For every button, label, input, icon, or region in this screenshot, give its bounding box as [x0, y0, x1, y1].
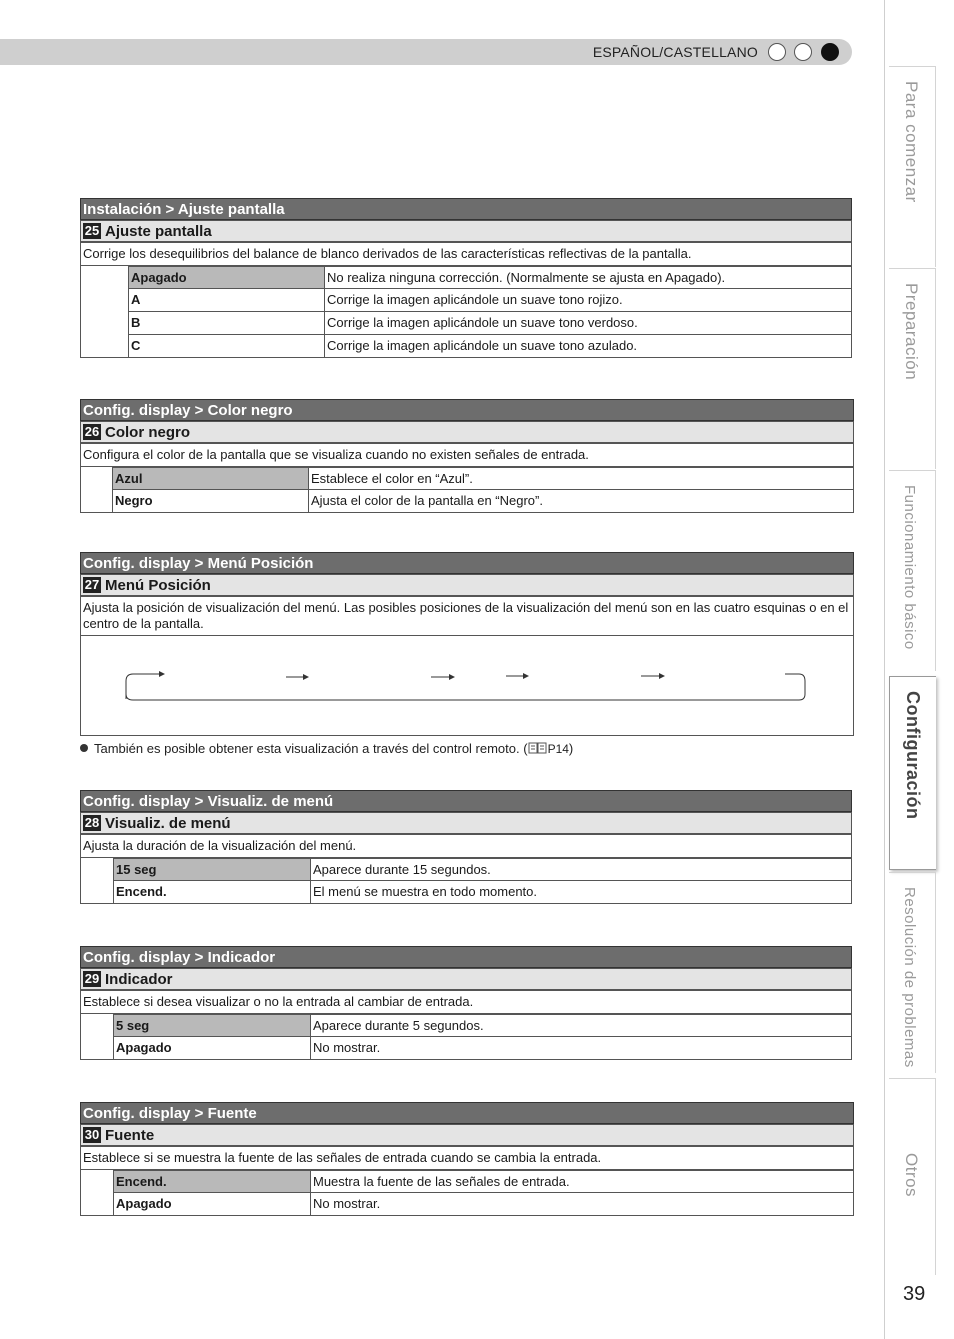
- tab-label: Otros: [902, 1153, 921, 1198]
- item-number: 26: [84, 424, 100, 439]
- option-value: Corrige la imagen aplicándole un suave tono azulado.: [325, 335, 852, 358]
- item-description: Ajusta la duración de la visualización del menú.: [80, 834, 852, 858]
- option-value: No mostrar.: [311, 1193, 854, 1216]
- tab-configuracion[interactable]: [889, 676, 936, 870]
- item-number: 30: [84, 1127, 100, 1142]
- option-value: Aparece durante 15 segundos.: [311, 858, 852, 881]
- item-description: Configura el color de la pantalla que se visualiza cuando no existen señales de entrada.: [80, 443, 854, 467]
- option-value: Establece el color en “Azul”.: [309, 467, 854, 490]
- option-row: [128, 312, 852, 335]
- option-key: Encend.: [113, 881, 311, 904]
- sidebar: [884, 0, 954, 1339]
- option-value: No realiza ninguna corrección. (Normalmente se ajusta en Apagado).: [325, 266, 852, 289]
- tab-label: Preparación: [902, 283, 921, 381]
- arrow-icon: [286, 674, 309, 680]
- option-value: Ajusta el color de la pantalla en “Negro”.: [309, 490, 854, 513]
- bullet-icon: [80, 744, 88, 752]
- option-value: Corrige la imagen aplicándole un suave tono verdoso.: [325, 312, 852, 335]
- options-table: [80, 858, 852, 904]
- tab-resolucion-de-problemas[interactable]: [889, 872, 936, 1073]
- book-icon: [528, 742, 548, 754]
- item-number: 25: [84, 223, 100, 238]
- note-text: También es posible obtener esta visualización a través del control remoto. (: [94, 741, 528, 756]
- option-key: Azul: [112, 467, 309, 490]
- page-reference[interactable]: P14: [547, 742, 569, 756]
- item-description: Establece si desea visualizar o no la entrada al cambiar de entrada.: [80, 990, 852, 1014]
- arrow-icon: [641, 673, 665, 679]
- section-color-negro: [80, 399, 854, 513]
- section-title: Config. display > Color negro: [80, 399, 854, 421]
- tab-label: Resolución de problemas: [901, 887, 918, 1068]
- option-key: 5 seg: [113, 1014, 311, 1037]
- option-key: Apagado: [128, 266, 325, 289]
- option-row: [128, 289, 852, 312]
- section-title: Config. display > Menú Posición: [80, 552, 854, 574]
- item-description: Establece si se muestra la fuente de las señales de entrada cuando se cambia la entrada.: [80, 1146, 854, 1170]
- item-heading: [80, 812, 852, 834]
- item-number: 29: [84, 971, 100, 986]
- section-title: Config. display > Visualiz. de menú: [80, 790, 852, 812]
- option-value: El menú se muestra en todo momento.: [311, 881, 852, 904]
- item-name: Color negro: [105, 424, 190, 441]
- option-row: [113, 881, 852, 904]
- item-heading: [80, 1124, 854, 1146]
- item-heading: [80, 421, 854, 443]
- option-key: Apagado: [113, 1037, 311, 1060]
- item-heading: [80, 220, 852, 242]
- section-title: Instalación > Ajuste pantalla: [80, 198, 852, 220]
- option-value: No mostrar.: [311, 1037, 852, 1060]
- tab-funcionamiento-basico[interactable]: [889, 470, 936, 671]
- section-ajuste-pantalla: [80, 198, 852, 358]
- note-close: ): [568, 741, 574, 756]
- item-heading: [80, 968, 852, 990]
- section-fuente: [80, 1102, 854, 1216]
- arrow-icon: [506, 673, 529, 679]
- options-table: [80, 1014, 852, 1060]
- option-row: [113, 1193, 854, 1216]
- cycle-arrows: [81, 636, 853, 736]
- options-table: [80, 1170, 854, 1216]
- tab-preparacion[interactable]: [889, 268, 936, 469]
- section-title: Config. display > Fuente: [80, 1102, 854, 1124]
- item-description: Ajusta la posición de visualización del menú. Las posibles posiciones de la visualización del menú son en las cuatro esquinas o en el centro de la pantalla.: [80, 596, 854, 636]
- section-title: Config. display > Indicador: [80, 946, 852, 968]
- option-row: [113, 1037, 852, 1060]
- note: [80, 741, 573, 756]
- option-row: [113, 1170, 854, 1193]
- language-label: ESPAÑOL/CASTELLANO: [592, 44, 758, 60]
- option-row: [113, 858, 852, 881]
- item-name: Menú Posición: [105, 577, 211, 594]
- option-key: A: [128, 289, 325, 312]
- header-bar: [0, 39, 852, 65]
- option-key: Apagado: [113, 1193, 311, 1216]
- cycle-return-line: [126, 674, 805, 700]
- section-visualiz-de-menu: [80, 790, 852, 904]
- options-table: [80, 266, 852, 358]
- item-name: Ajuste pantalla: [105, 223, 212, 240]
- section-indicador: [80, 946, 852, 1060]
- option-row: [128, 266, 852, 289]
- position-cycle-diagram: [80, 636, 854, 736]
- arrow-icon: [431, 674, 455, 680]
- option-row: [113, 1014, 852, 1037]
- item-heading: [80, 574, 854, 596]
- circle-icon: [768, 43, 786, 61]
- tab-label: Funcionamiento básico: [901, 485, 918, 650]
- item-name: Fuente: [105, 1127, 155, 1144]
- cycle-line: [126, 674, 159, 699]
- option-value: Corrige la imagen aplicándole un suave tono rojizo.: [325, 289, 852, 312]
- option-key: C: [128, 335, 325, 358]
- item-name: Indicador: [105, 971, 173, 988]
- option-key: Encend.: [113, 1170, 311, 1193]
- item-number: 28: [84, 815, 100, 830]
- option-value: Aparece durante 5 segundos.: [311, 1014, 852, 1037]
- circle-icon: [794, 43, 812, 61]
- options-table: [80, 467, 854, 513]
- option-key: Negro: [112, 490, 309, 513]
- filled-circle-icon: [821, 43, 839, 61]
- tab-label: Para comenzar: [902, 81, 921, 203]
- tab-para-comenzar[interactable]: [889, 66, 936, 267]
- option-row: [112, 490, 854, 513]
- option-key: 15 seg: [113, 858, 311, 881]
- arrow-icon: [141, 671, 165, 677]
- item-description: Corrige los desequilibrios del balance de blanco derivados de las características reflectivas de la pantalla.: [80, 242, 852, 266]
- tab-label: Configuración: [903, 691, 923, 820]
- section-menu-posicion: [80, 552, 854, 736]
- item-number: 27: [84, 577, 100, 592]
- page-number: 39: [903, 1283, 926, 1305]
- tab-otros[interactable]: [889, 1078, 936, 1275]
- option-row: [112, 467, 854, 490]
- option-value: Muestra la fuente de las señales de entrada.: [311, 1170, 854, 1193]
- option-key: B: [128, 312, 325, 335]
- option-row: [128, 335, 852, 358]
- item-name: Visualiz. de menú: [105, 815, 231, 832]
